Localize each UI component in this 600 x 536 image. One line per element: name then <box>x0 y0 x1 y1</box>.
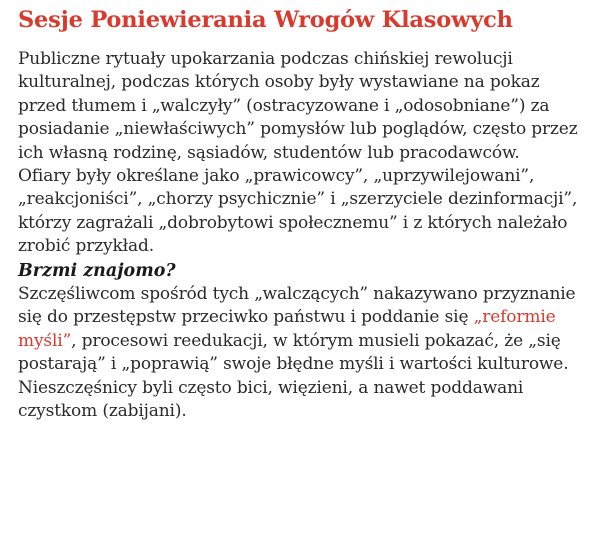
thought-reform-link[interactable]: „reformie myśli” <box>18 307 556 351</box>
subheading: Brzmi znajomo? <box>18 260 176 281</box>
intro-paragraph: Publiczne rytuały upokarzania podczas chińskiej rewolucji kulturalnej, podczas których osoby były wystawiane na pokaz przed tłumem i „walczyły” (ostracyzowane i „odosobniane”) za posiadanie „niewłaściwych” pomysłów lub poglądów, często przez ich własną rodzinę, sąsiadów, studentów lub pracodawców. <box>18 49 578 163</box>
closing-paragraph <box>18 283 586 423</box>
article-title: Sesje Poniewierania Wrogów Klasowych <box>18 7 513 33</box>
victims-paragraph: Ofiary były określane jako „prawicowcy”, „uprzywilejowani”, „reakcjoniści”, „chorzy psychicznie” i „szerzyciele dezinformacji”, którzy zagrażali „dobrobytowi społecznemu” i z których należało zrobić przykład. <box>18 166 578 257</box>
closing-text-start: Szczęśliwcom spośród tych „walczących” nakazywano przyznanie się do przestępstw przeciwko państwu i poddanie się <box>18 284 576 328</box>
closing-text-end: , procesowi reedukacji, w którym musieli pokazać, że „się postarają” i „poprawią” swoje błędne myśli i wartości kulturowe. Nieszczęśnicy byli często bici, więzieni, a nawet poddawani czystkom (zabijani). <box>18 330 569 422</box>
